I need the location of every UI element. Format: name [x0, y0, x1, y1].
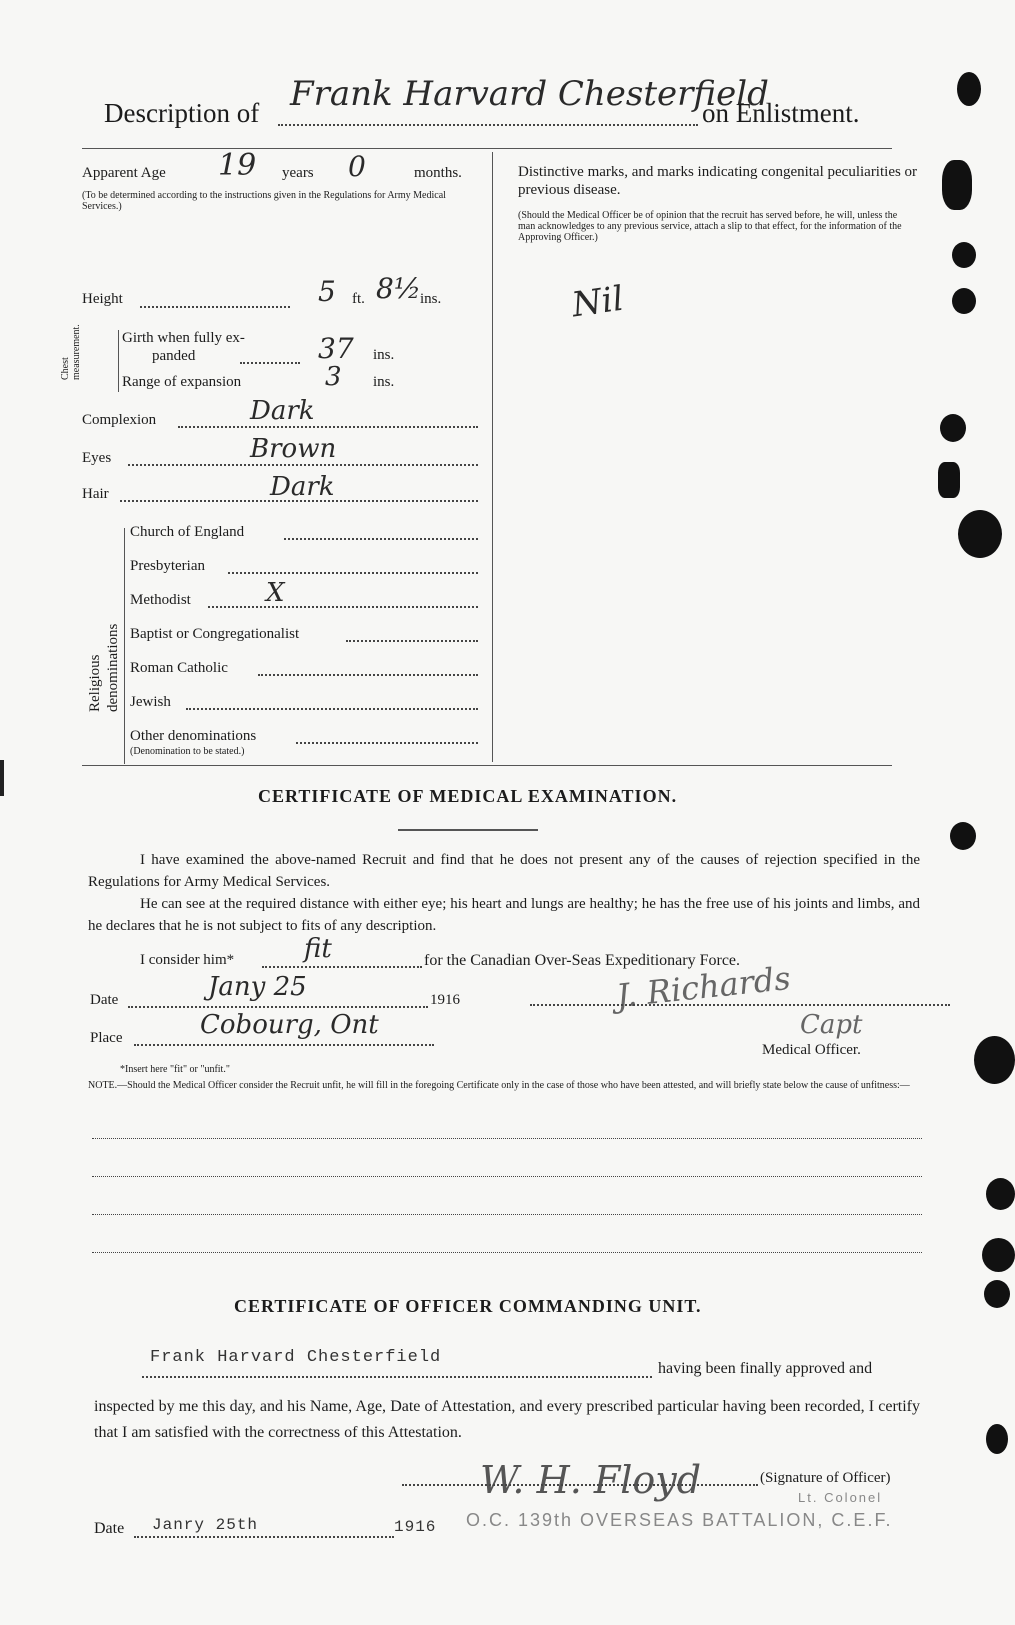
feet-label: ft.	[352, 291, 365, 307]
left-edge-mark	[0, 760, 4, 796]
religion-roman-catholic: Roman Catholic	[130, 660, 228, 676]
chest-side-label: Chest measurement.	[60, 324, 82, 380]
recruit-name-handwritten: Frank Harvard Chesterfield	[290, 74, 769, 114]
religion-dots-3	[346, 640, 478, 642]
religion-dots-2	[208, 606, 478, 608]
unfit-line-1	[92, 1138, 922, 1139]
medical-para-2: He can see at the required distance with either eye; his heart and lungs are healthy; he has the free use of his joints and limbs, and he declares that he is not subject to fits of any description.	[88, 896, 920, 934]
column-divider	[492, 152, 493, 762]
unfit-line-2	[92, 1176, 922, 1177]
eyes-dots	[128, 464, 478, 466]
commanding-date-dots	[134, 1536, 394, 1538]
medical-year-label: 1916	[430, 992, 460, 1008]
girth-dots	[240, 362, 300, 364]
months-label: months.	[414, 165, 462, 181]
height-inches-value: 8½	[376, 272, 421, 305]
religion-dots-5	[186, 708, 478, 710]
religion-dots-4	[258, 674, 478, 676]
force-label: for the Canadian Over-Seas Expeditionary Force.	[424, 952, 741, 969]
religion-bracket	[124, 528, 125, 764]
range-value: 3	[325, 362, 342, 392]
religion-dots-6	[296, 742, 478, 744]
medical-place-dots	[134, 1044, 434, 1046]
religion-other: Other denominations	[130, 728, 257, 744]
religion-methodist: Methodist	[130, 592, 191, 608]
top-rule	[82, 148, 892, 149]
header-prefix: Description of	[104, 98, 260, 128]
commanding-para: inspected by me this day, and his Name, Age, Date of Attestation, and every prescribed particular having been recorded, I certify that I am satisfied with the correctness of this Attestation.	[94, 1398, 920, 1441]
methodist-mark: X	[266, 578, 285, 608]
unfit-line-3	[92, 1214, 922, 1215]
girth-ins-label: ins.	[373, 347, 395, 363]
other-denomination-note: (Denomination to be stated.)	[130, 746, 245, 757]
medical-officer-signature: J. Richards	[614, 958, 793, 1016]
punch-hole	[957, 72, 981, 106]
medical-place-value: Cobourg, Ont	[200, 1010, 379, 1040]
medical-officer-label: Medical Officer.	[762, 1042, 861, 1058]
height-dots	[140, 306, 290, 308]
medical-signature-dots	[530, 1004, 950, 1006]
commanding-recruit-name: Frank Harvard Chesterfield	[150, 1348, 442, 1367]
medical-date-dots	[128, 1006, 428, 1008]
religion-dots-1	[228, 572, 478, 574]
religion-baptist: Baptist or Congregationalist	[130, 626, 300, 642]
punch-hole	[986, 1424, 1008, 1454]
age-years-value: 19	[218, 148, 257, 183]
punch-hole	[974, 1036, 1015, 1084]
hair-label: Hair	[82, 486, 109, 502]
age-label: Apparent Age	[82, 165, 166, 181]
medical-heading: CERTIFICATE OF MEDICAL EXAMINATION.	[258, 786, 678, 806]
hair-value: Dark	[270, 472, 335, 502]
punch-hole	[984, 1280, 1010, 1308]
punch-hole	[950, 822, 976, 850]
consider-value: fit	[304, 934, 332, 964]
having-label: having been finally approved and	[658, 1360, 873, 1377]
age-months-value: 0	[348, 150, 366, 183]
stamp-battalion: O.C. 139th OVERSEAS BATTALION, C.E.F.	[466, 1510, 893, 1530]
commanding-heading: CERTIFICATE OF OFFICER COMMANDING UNIT.	[234, 1296, 702, 1316]
punch-hole	[982, 1238, 1015, 1272]
punch-hole	[938, 462, 960, 498]
commanding-date-value: Janry 25th	[152, 1516, 259, 1534]
distinctive-marks-note: (Should the Medical Officer be of opinion that the recruit has served before, he will, unless the man acknowledges to any previous service, attach a slip to that effect, for the information of the Approving Officer.)	[518, 210, 902, 243]
punch-hole	[986, 1178, 1015, 1210]
hair-dots	[120, 500, 478, 502]
religion-dots-0	[284, 538, 478, 540]
consider-label: I consider him*	[140, 952, 235, 968]
distinctive-marks-value: Nil	[569, 278, 627, 326]
commanding-year-value: 1916	[394, 1518, 437, 1536]
punch-hole	[952, 242, 976, 268]
years-label: years	[282, 165, 314, 181]
header-suffix: on Enlistment.	[702, 98, 860, 128]
height-feet-value: 5	[318, 275, 336, 308]
punch-hole	[940, 414, 966, 442]
insert-note: *Insert here "fit" or "unfit."	[120, 1064, 230, 1075]
medical-officer-rank: Capt	[800, 1010, 863, 1040]
inches-label: ins.	[420, 291, 442, 307]
complexion-dots	[178, 426, 478, 428]
girth-label-2: panded	[152, 348, 196, 364]
religion-presbyterian: Presbyterian	[130, 558, 205, 574]
girth-value: 37	[318, 332, 354, 365]
punch-hole	[958, 510, 1002, 558]
name-line	[278, 124, 698, 126]
unfit-note: NOTE.—Should the Medical Officer consider the Recruit unfit, he will fill in the foregoing Certificate only in the case of those who have been attested, and will briefly state below the cause of unfitness:—	[88, 1080, 910, 1091]
age-note: (To be determined according to the instructions given in the Regulations for Army Medical Services.)	[82, 190, 446, 212]
height-label: Height	[82, 291, 123, 307]
punch-hole	[942, 160, 972, 210]
religion-church-of-england: Church of England	[130, 524, 245, 540]
eyes-value: Brown	[250, 434, 337, 464]
girth-label-1: Girth when fully ex-	[122, 330, 245, 346]
unfit-line-4	[92, 1252, 922, 1253]
stamp-rank: Lt. Colonel	[798, 1490, 883, 1505]
commanding-date-label: Date	[94, 1520, 125, 1537]
medical-heading-rule	[398, 829, 538, 831]
mid-rule	[82, 765, 892, 766]
commanding-officer-signature: W. H. Floyd	[480, 1458, 702, 1502]
consider-dots	[262, 966, 422, 968]
chest-bracket	[118, 330, 119, 392]
medical-para-1: I have examined the above-named Recruit and find that he does not present any of the causes of rejection specified in the Regulations for Army Medical Services.	[88, 852, 920, 890]
complexion-label: Complexion	[82, 412, 157, 428]
medical-date-value: Jany 25	[208, 972, 307, 1002]
complexion-value: Dark	[250, 396, 315, 426]
medical-date-label: Date	[90, 992, 119, 1008]
distinctive-marks-label: Distinctive marks, and marks indicating congenital peculiarities or previous disease.	[518, 164, 918, 198]
punch-hole	[952, 288, 976, 314]
eyes-label: Eyes	[82, 450, 112, 466]
commanding-name-dots	[142, 1376, 652, 1378]
religion-side-label: Religious denominations	[87, 623, 121, 712]
religion-jewish: Jewish	[130, 694, 171, 710]
range-ins-label: ins.	[373, 374, 395, 390]
medical-place-label: Place	[90, 1030, 123, 1046]
range-label: Range of expansion	[122, 374, 242, 390]
signature-of-officer-label: (Signature of Officer)	[760, 1470, 891, 1486]
commanding-signature-dots	[402, 1484, 758, 1486]
